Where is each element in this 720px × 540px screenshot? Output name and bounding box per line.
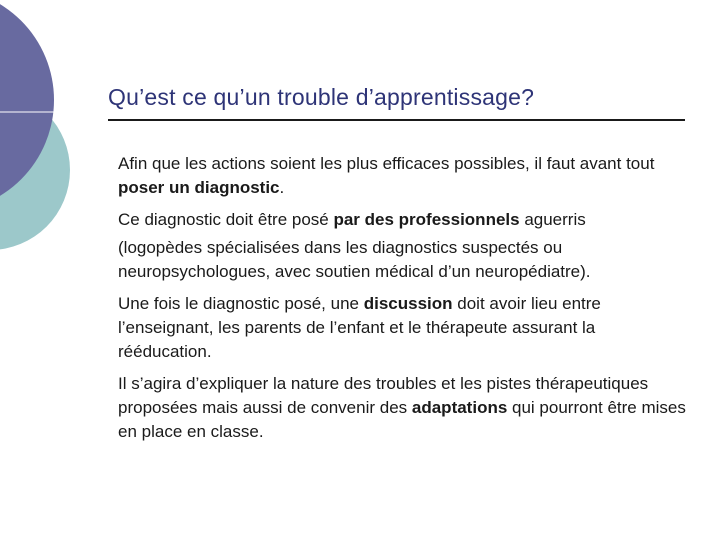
paragraph-5-bold: adaptations — [411, 398, 508, 417]
paragraph-5-end: qui pourront être mises en place en classe. — [118, 398, 686, 441]
paragraph-4-bold: discussion — [363, 294, 453, 313]
paragraph-4-text: Une fois le diagnostic posé, une — [118, 294, 364, 313]
paragraph-1-bold: poser un diagnostic — [118, 178, 280, 197]
paragraph-3 — [118, 236, 693, 284]
paragraph-1-text: Afin que les actions soient les plus efficaces possibles, il faut avant tout — [118, 154, 655, 173]
decorative-circles — [0, 0, 120, 300]
paragraph-1-end: . — [279, 178, 285, 197]
paragraph-1 — [118, 152, 693, 200]
paragraph-2 — [118, 208, 693, 232]
paragraph-4 — [118, 292, 693, 364]
paragraph-4-end: doit avoir lieu entre l’enseignant, les parents de l’enfant et le thérapeute assurant la rééducation. — [118, 294, 601, 361]
paragraph-2-bold: par des professionnels — [333, 210, 520, 229]
title-underline — [108, 119, 685, 121]
paragraph-2-end: aguerris — [519, 210, 586, 229]
paragraph-3-text: (logopèdes spécialisées dans les diagnostics suspectés ou neuropsychologues, avec soutien médical d’un neuropédiatre). — [118, 238, 591, 281]
paragraph-2-text: Ce diagnostic doit être posé — [118, 210, 334, 229]
paragraph-5-text: Il s’agira d’expliquer la nature des troubles et les pistes thérapeutiques proposées mais aussi de convenir des — [118, 374, 649, 417]
paragraph-5 — [118, 372, 693, 444]
slide-body — [118, 152, 693, 452]
slide-title: Qu’est ce qu’un trouble d’apprentissage? — [108, 84, 535, 110]
